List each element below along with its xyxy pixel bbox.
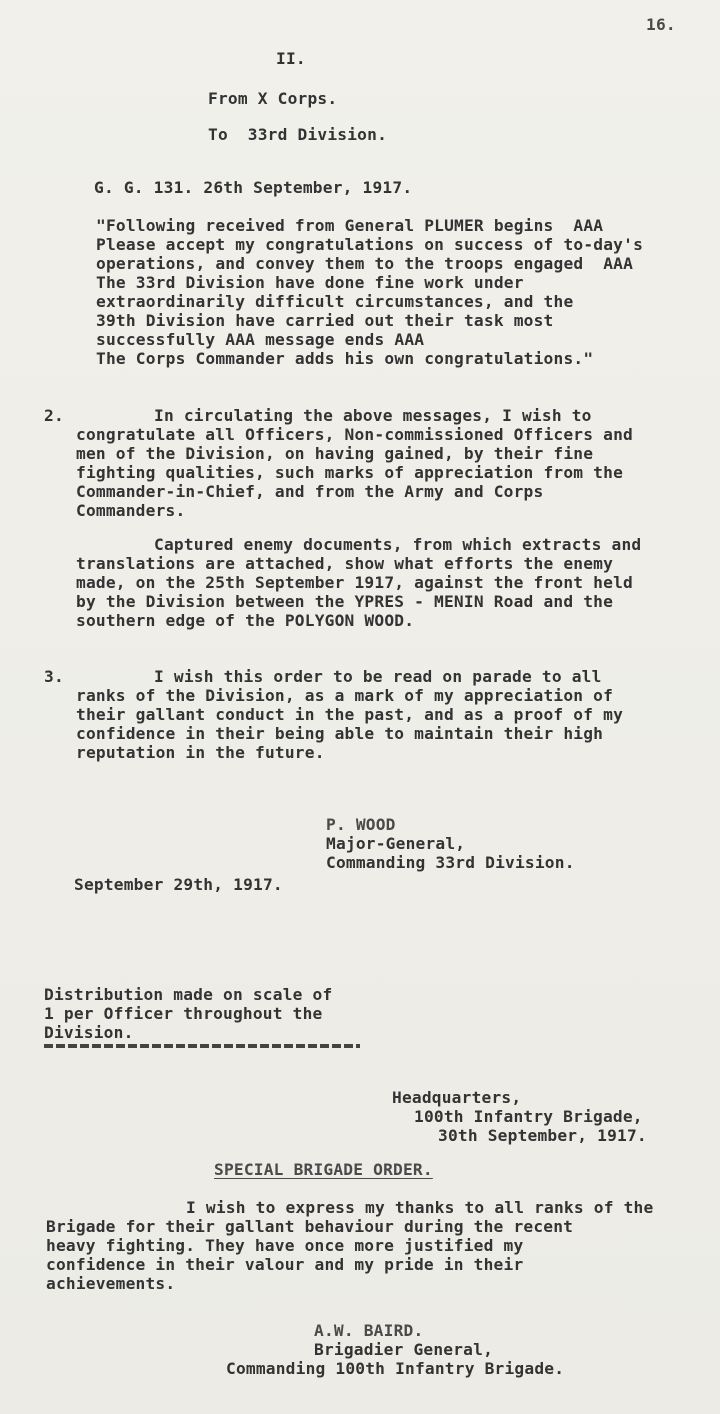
distribution-line: Division.	[44, 1023, 134, 1042]
paragraph-line: ranks of the Division, as a mark of my appreciation of	[76, 686, 614, 705]
quoted-line: The Corps Commander adds his own congratulations."	[96, 349, 594, 368]
hq-line: 30th September, 1917.	[438, 1126, 647, 1145]
order-line: achievements.	[46, 1274, 176, 1293]
quoted-line: operations, and convey them to the troops engaged AAA	[96, 254, 634, 273]
distribution-line: Distribution made on scale of	[44, 985, 333, 1004]
paragraph-line: congratulate all Officers, Non-commissioned Officers and	[76, 425, 633, 444]
paragraph-line: made, on the 25th September 1917, against the front held	[76, 573, 633, 592]
paragraph-line: translations are attached, show what efforts the enemy	[76, 554, 614, 573]
paragraph-number: 3.	[44, 667, 64, 686]
paragraph-line: southern edge of the POLYGON WOOD.	[76, 611, 415, 630]
signature-name: P. WOOD	[326, 815, 396, 834]
signature-rank: Brigadier General,	[314, 1340, 494, 1359]
quoted-line: "Following received from General PLUMER begins AAA	[96, 216, 604, 235]
header-to: To 33rd Division.	[208, 125, 388, 144]
special-order-title: SPECIAL BRIGADE ORDER.	[214, 1160, 433, 1179]
paragraph-line: fighting qualities, such marks of appreciation from the	[76, 463, 624, 482]
signature-command: Commanding 100th Infantry Brigade.	[226, 1359, 565, 1378]
order-line: Brigade for their gallant behaviour during the recent	[46, 1217, 574, 1236]
dashed-divider	[44, 1044, 360, 1048]
section-numeral: II.	[276, 49, 306, 68]
paragraph-line: reputation in the future.	[76, 743, 325, 762]
signature-command: Commanding 33rd Division.	[326, 853, 575, 872]
order-line: confidence in their valour and my pride in their	[46, 1255, 524, 1274]
order-date: September 29th, 1917.	[74, 875, 283, 894]
order-line: heavy fighting. They have once more justified my	[46, 1236, 524, 1255]
quoted-line: The 33rd Division have done fine work under	[96, 273, 524, 292]
distribution-line: 1 per Officer throughout the	[44, 1004, 323, 1023]
paragraph-line: men of the Division, on having gained, by their fine	[76, 444, 594, 463]
hq-line: 100th Infantry Brigade,	[414, 1107, 643, 1126]
signature-rank: Major-General,	[326, 834, 466, 853]
paragraph-line: confidence in their being able to maintain their high	[76, 724, 604, 743]
quoted-line: successfully AAA message ends AAA	[96, 330, 425, 349]
paragraph-line: their gallant conduct in the past, and as a proof of my	[76, 705, 624, 724]
page-number: 16.	[646, 15, 676, 34]
paragraph-line: Commanders.	[76, 501, 186, 520]
paragraph-line: Captured enemy documents, from which extracts and	[154, 535, 642, 554]
quoted-line: extraordinarily difficult circumstances, and the	[96, 292, 574, 311]
signature-name: A.W. BAIRD.	[314, 1321, 424, 1340]
quoted-line: 39th Division have carried out their task most	[96, 311, 554, 330]
paragraph-line: In circulating the above messages, I wish to	[154, 406, 592, 425]
header-from: From X Corps.	[208, 89, 338, 108]
paragraph-number: 2.	[44, 406, 64, 425]
paragraph-line: by the Division between the YPRES - MENIN Road and the	[76, 592, 614, 611]
paragraph-line: I wish this order to be read on parade to all	[154, 667, 602, 686]
quoted-line: Please accept my congratulations on success of to-day's	[96, 235, 644, 254]
message-reference: G. G. 131. 26th September, 1917.	[94, 178, 413, 197]
hq-line: Headquarters,	[392, 1088, 522, 1107]
order-line: I wish to express my thanks to all ranks of the	[186, 1198, 654, 1217]
paragraph-line: Commander-in-Chief, and from the Army and Corps	[76, 482, 544, 501]
